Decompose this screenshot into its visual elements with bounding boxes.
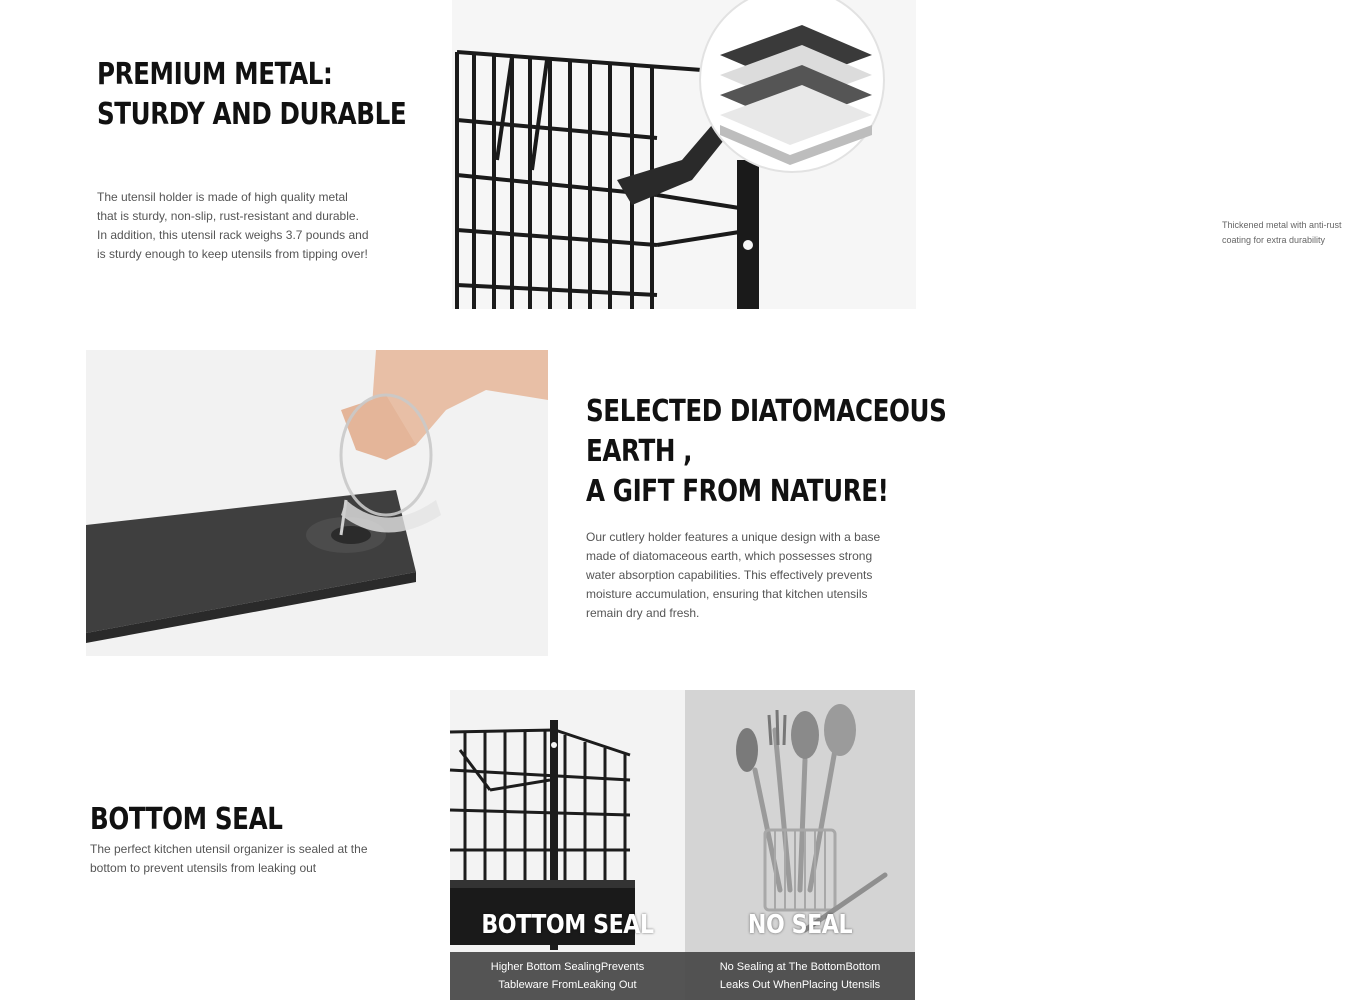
description-line: made of diatomaceous earth, which possesses strong (586, 549, 873, 563)
bottom-seal-heading: BOTTOM SEAL (90, 802, 283, 837)
band-line: No Sealing at The BottomBottom (719, 961, 881, 973)
description-line: The utensil holder is made of high quality metal (97, 190, 348, 204)
section-diatomaceous-earth (0, 340, 1000, 670)
band-line: Leaks Out WhenPlacing Utensils (719, 979, 881, 991)
heading-line: SELECTED DIATOMACEOUS (586, 394, 947, 429)
heading-line: PREMIUM METAL: (97, 57, 333, 92)
diatom-mat-illustration (86, 350, 548, 656)
no-seal-comparison-panel (685, 690, 915, 1000)
band-line: Higher Bottom SealingPrevents (490, 961, 645, 973)
description-line: that is sturdy, non-slip, rust-resistant and durable. (97, 209, 359, 223)
description-line: remain dry and fresh. (586, 606, 700, 620)
band-line: Tableware FromLeaking Out (498, 979, 637, 991)
description-line: moisture accumulation, ensuring that kitchen utensils (586, 587, 868, 601)
description-line: In addition, this utensil rack weighs 3.7 pounds and (97, 228, 369, 242)
heading-line: A GIFT FROM NATURE! (586, 474, 889, 509)
no-seal-label: NO SEAL (747, 910, 853, 940)
description-line: The perfect kitchen utensil organizer is sealed at the (90, 842, 368, 856)
bottom-seal-band (450, 952, 685, 1000)
description-line: bottom to prevent utensils from leaking out (90, 861, 317, 875)
no-seal-band (685, 952, 915, 1000)
caption-line: Thickened metal with anti-rust (1222, 220, 1342, 230)
description-line: water absorption capabilities. This effectively prevents (586, 568, 873, 582)
premium-metal-description (97, 188, 397, 264)
wire-rack-illustration (452, 0, 916, 309)
diatom-description (586, 528, 906, 623)
bottom-seal-description (90, 840, 400, 878)
section-premium-metal (0, 0, 1342, 320)
description-line: Our cutlery holder features a unique design with a base (586, 530, 881, 544)
description-line: is sturdy enough to keep utensils from tipping over! (97, 247, 368, 261)
pouring-water-on-mat-image (86, 350, 548, 656)
heading-line: EARTH , (586, 434, 693, 469)
wire-rack-closeup-image (452, 0, 1342, 309)
caption-line: coating for extra durability (1222, 235, 1326, 245)
bottom-seal-label: BOTTOM SEAL (481, 910, 654, 940)
heading-line: STURDY AND DURABLE (97, 97, 407, 132)
diatom-heading (586, 392, 946, 512)
bottom-seal-comparison-panel (450, 690, 685, 1000)
premium-metal-heading (97, 55, 406, 135)
section-bottom-seal (0, 680, 1000, 1000)
metal-caption (1222, 218, 1362, 248)
